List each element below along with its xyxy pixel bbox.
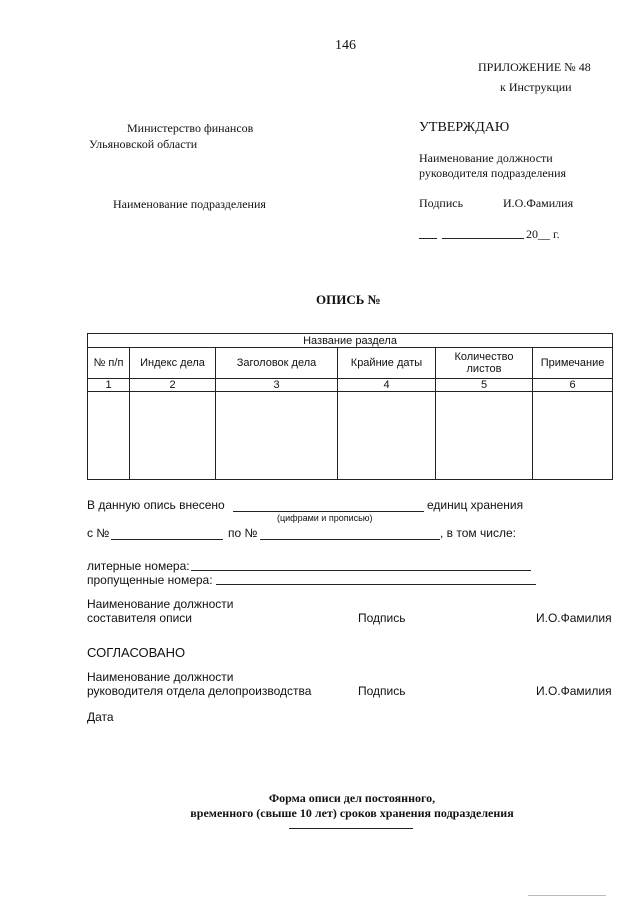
col-number-3: 3 bbox=[216, 379, 338, 392]
scan-mark-line bbox=[528, 895, 606, 896]
doc-title: ОПИСЬ № bbox=[316, 292, 381, 307]
col-header-note: Примечание bbox=[533, 348, 613, 379]
appendix-title: ПРИЛОЖЕНИЕ № 48 bbox=[478, 60, 591, 74]
col-number-5: 5 bbox=[436, 379, 533, 392]
entered-prefix: В данную опись внесено bbox=[87, 498, 225, 512]
agreed-position-line1: Наименование должности bbox=[87, 670, 234, 684]
approve-position-line2: руководителя подразделения bbox=[419, 166, 567, 180]
approve-position-line1: Наименование должности bbox=[419, 151, 553, 165]
page-number: 146 bbox=[335, 38, 356, 53]
table-row bbox=[88, 392, 613, 480]
col-header-number: № п/п bbox=[88, 348, 130, 379]
agreed-name: И.О.Фамилия bbox=[536, 684, 612, 698]
table-cell bbox=[436, 392, 533, 480]
from-number-line bbox=[111, 539, 223, 540]
to-number-line bbox=[260, 539, 440, 540]
col-number-6: 6 bbox=[533, 379, 613, 392]
table-cell bbox=[533, 392, 613, 480]
footer-line2: временного (свыше 10 лет) сроков хранения подразделения bbox=[190, 806, 514, 820]
compiler-signature: Подпись bbox=[358, 611, 406, 625]
letter-numbers-label: литерные номера: bbox=[87, 559, 190, 573]
approve-signature: Подпись bbox=[419, 196, 464, 210]
footer-line1: Форма описи дел постоянного, bbox=[268, 791, 436, 805]
appendix-subtitle: к Инструкции bbox=[500, 80, 572, 94]
section-header: Название раздела bbox=[88, 334, 613, 348]
agreed-title: СОГЛАСОВАНО bbox=[87, 645, 186, 660]
table-cell bbox=[88, 392, 130, 480]
col-header-title: Заголовок дела bbox=[216, 348, 338, 379]
col-number-4: 4 bbox=[338, 379, 436, 392]
approve-day-line bbox=[419, 238, 437, 239]
division-name: Наименование подразделения bbox=[113, 197, 266, 211]
org-name-line2: Ульяновской области bbox=[89, 137, 198, 151]
letter-numbers-line bbox=[191, 570, 531, 571]
compiler-position-line1: Наименование должности bbox=[87, 597, 234, 611]
table-cell bbox=[130, 392, 216, 480]
section-header-row bbox=[88, 334, 613, 348]
agreed-date-label: Дата bbox=[87, 710, 114, 724]
compiler-name: И.О.Фамилия bbox=[536, 611, 612, 625]
approve-name: И.О.Фамилия bbox=[503, 196, 574, 210]
compiler-position-line2: составителя описи bbox=[87, 611, 192, 625]
col-number-1: 1 bbox=[88, 379, 130, 392]
col-header-sheets: Количество листов bbox=[436, 348, 533, 379]
inventory-table bbox=[87, 333, 613, 480]
entered-count-line bbox=[233, 511, 424, 512]
including-text: , в том числе: bbox=[440, 526, 516, 540]
agreed-signature: Подпись bbox=[358, 684, 406, 698]
agreed-position-line2: руководителя отдела делопроизводства bbox=[87, 684, 312, 698]
approve-title: УТВЕРЖДАЮ bbox=[419, 120, 510, 135]
org-name-line1: Министерство финансов bbox=[127, 121, 254, 135]
entered-suffix: единиц хранения bbox=[427, 498, 524, 512]
table-cell bbox=[216, 392, 338, 480]
from-label: с № bbox=[87, 526, 110, 540]
col-header-index: Индекс дела bbox=[130, 348, 216, 379]
table-cell bbox=[338, 392, 436, 480]
column-header-row bbox=[88, 348, 613, 379]
to-label: по № bbox=[228, 526, 258, 540]
col-header-dates: Крайние даты bbox=[338, 348, 436, 379]
skipped-numbers-line bbox=[216, 584, 536, 585]
digits-note: (цифрами и прописью) bbox=[277, 513, 373, 523]
approve-month-line bbox=[442, 238, 524, 239]
skipped-numbers-label: пропущенные номера: bbox=[87, 573, 213, 587]
approve-date: 20__ г. bbox=[526, 227, 560, 241]
column-number-row bbox=[88, 379, 613, 392]
col-number-2: 2 bbox=[130, 379, 216, 392]
footer-divider bbox=[289, 828, 413, 829]
